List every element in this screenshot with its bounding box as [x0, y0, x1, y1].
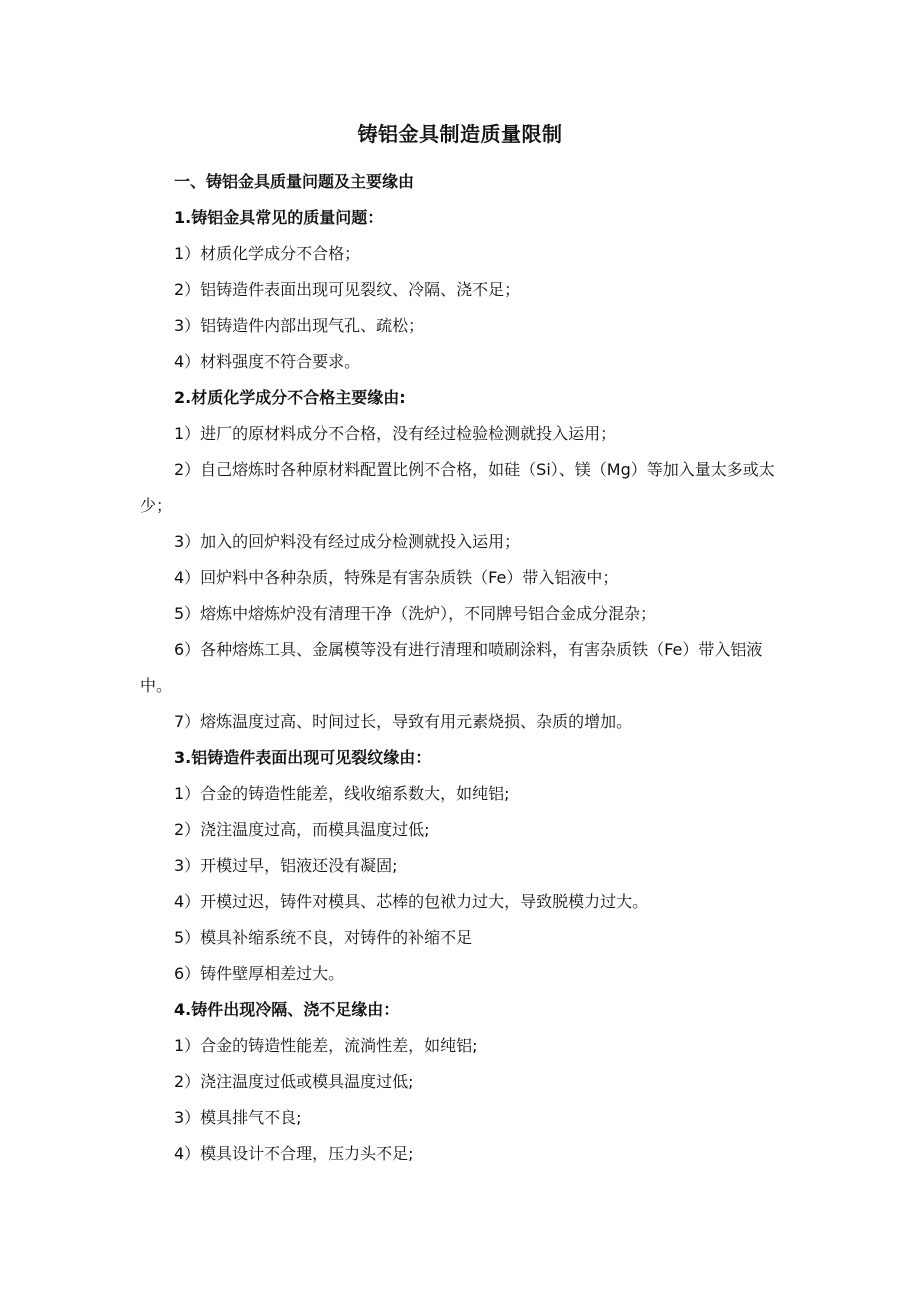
list-item: 1）材质化学成分不合格；	[174, 244, 361, 263]
list-item: 3）模具排气不良;	[174, 1108, 302, 1127]
list-item: 3）铝铸造件内部出现气孔、疏松；	[174, 316, 425, 335]
list-item: 2）自己熔炼时各种原材料配置比例不合格，如硅（Si）、镁（Mg）等加入量太多或太少；	[140, 460, 775, 515]
document-body	[140, 164, 790, 1172]
section-heading: 一、铸铝金具质量问题及主要缘由	[174, 172, 415, 191]
section-heading: 1.铸铝金具常见的质量问题：	[174, 208, 384, 227]
list-item: 6）各种熔炼工具、金属模等没有进行清理和喷刷涂料，有害杂质铁（Fe）带入铝液中。	[140, 640, 763, 695]
list-item: 2）浇注温度过低或模具温度过低;	[174, 1072, 414, 1091]
list-item: 3）开模过早，铝液还没有凝固;	[174, 856, 398, 875]
list-item: 4）模具设计不合理，压力头不足;	[174, 1144, 414, 1163]
section-heading: 3.铝铸造件表面出现可见裂纹缘由：	[174, 748, 432, 767]
list-item: 5）熔炼中熔炼炉没有清理干净（洗炉），不同牌号铝合金成分混杂；	[174, 604, 657, 623]
list-item: 1）合金的铸造性能差，线收缩系数大，如纯铝;	[174, 784, 510, 803]
list-item: 3）加入的回炉料没有经过成分检测就投入运用；	[174, 532, 521, 551]
list-item: 4）开模过迟，铸件对模具、芯棒的包袱力过大，导致脱模力过大。	[174, 892, 649, 911]
list-item: 2）铝铸造件表面出现可见裂纹、冷隔、浇不足；	[174, 280, 521, 299]
list-item: 1）进厂的原材料成分不合格，没有经过检验检测就投入运用；	[174, 424, 617, 443]
list-item: 1）合金的铸造性能差，流淌性差，如纯铝;	[174, 1036, 478, 1055]
document-title: 铸铝金具制造质量限制	[357, 122, 563, 146]
section-heading: 4.铸件出现冷隔、浇不足缘由：	[174, 1000, 400, 1019]
list-item: 2）浇注温度过高，而模具温度过低;	[174, 820, 430, 839]
list-item: 4）回炉料中各种杂质，特殊是有害杂质铁（Fe）带入铝液中；	[174, 568, 619, 587]
list-item: 4）材料强度不符合要求。	[174, 352, 361, 371]
list-item: 5）模具补缩系统不良，对铸件的补缩不足	[174, 928, 473, 947]
list-item: 6）铸件壁厚相差过大。	[174, 964, 345, 983]
list-item: 7）熔炼温度过高、时间过长，导致有用元素烧损、杂质的增加。	[174, 712, 633, 731]
section-heading: 2.材质化学成分不合格主要缘由:	[174, 388, 406, 407]
